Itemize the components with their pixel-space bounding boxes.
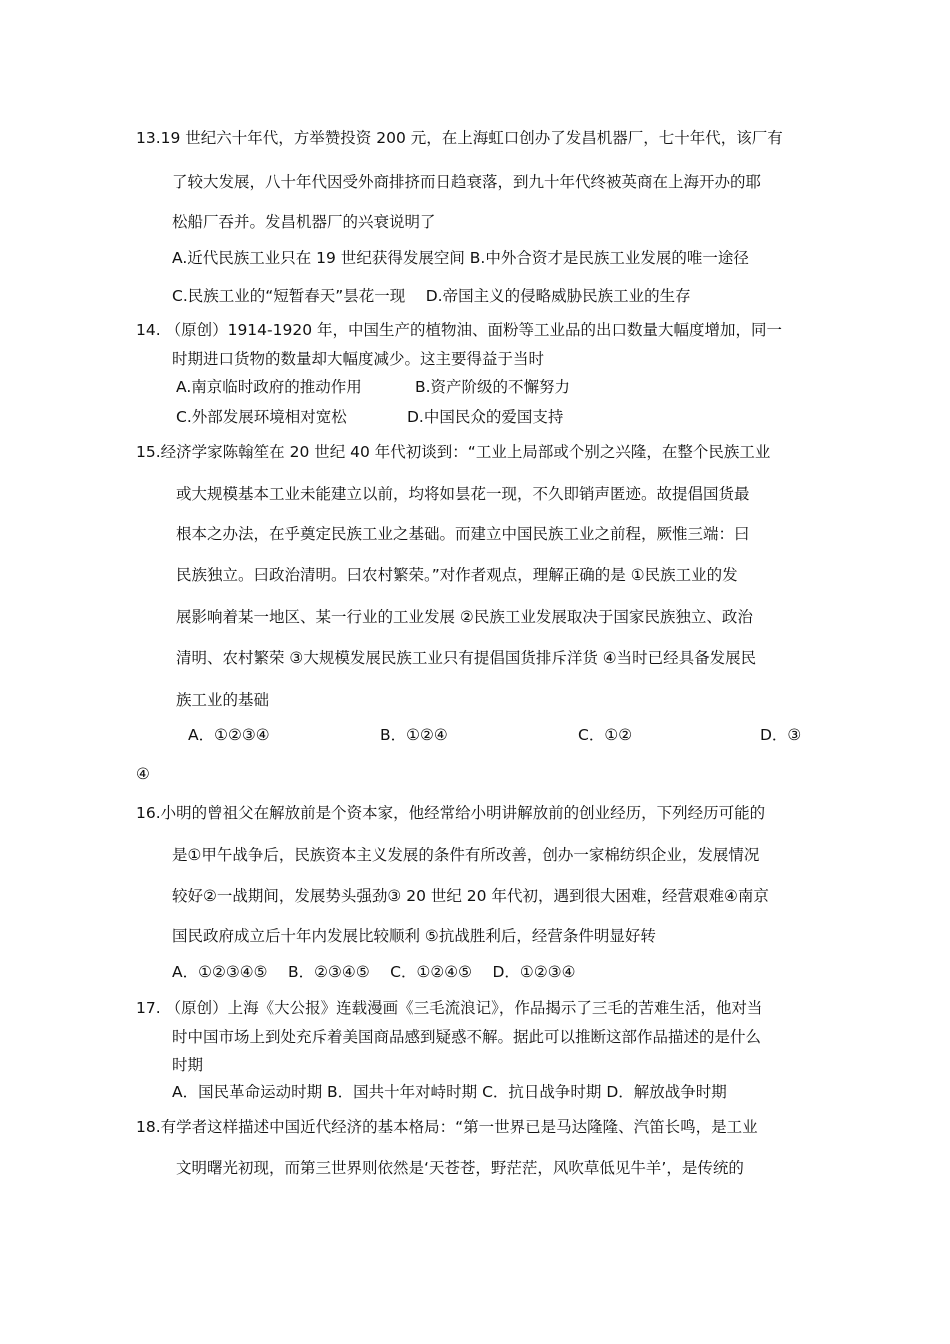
q16-line-2: 是①甲午战争后，民族资本主义发展的条件有所改善，创办一家棉纺织企业，发展情况 bbox=[172, 846, 760, 864]
q17-line-3: 时期 bbox=[172, 1056, 204, 1074]
q16-line-3: 较好②一战期间，发展势头强劲③ 20 世纪 20 年代初，遇到很大困难，经营艰难④南京 bbox=[172, 887, 769, 905]
q18-line-2: 文明曙光初现，而第三世界则依然是‘天苍苍，野茫茫，风吹草低见牛羊’，是传统的 bbox=[176, 1159, 744, 1177]
q16-line-1: 16.小明的曾祖父在解放前是个资本家，他经常给小明讲解放前的创业经历，下列经历可能的 bbox=[136, 804, 766, 822]
q14-option-d: D.中国民众的爱国支持 bbox=[407, 408, 564, 426]
q15-option-a: A．①②③④ bbox=[188, 726, 270, 744]
q13-line-3: 松船厂吞并。发昌机器厂的兴衰说明了 bbox=[172, 213, 436, 231]
q14-option-c: C.外部发展环境相对宽松 bbox=[176, 408, 347, 426]
q13-line-1: 13.19 世纪六十年代，方举赞投资 200 元，在上海虹口创办了发昌机器厂，七十年代，该厂有 bbox=[136, 129, 783, 147]
q17-line-2: 时中国市场上到处充斥着美国商品感到疑惑不解。据此可以推断这部作品描述的是什么 bbox=[172, 1028, 762, 1046]
q15-option-d: D．③ bbox=[760, 726, 802, 744]
q17-options-row: A．国民革命运动时期 B．国共十年对峙时期 C．抗日战争时期 D．解放战争时期 bbox=[172, 1083, 727, 1101]
q15-line-4: 民族独立。曰政治清明。曰农村繁荣。”对作者观点，理解正确的是 ①民族工业的发 bbox=[176, 566, 738, 584]
q13-options-row-2: C.民族工业的“短暂春天”昙花一现 D.帝国主义的侵略威胁民族工业的生存 bbox=[172, 287, 691, 305]
q14-option-a: A.南京临时政府的推动作用 bbox=[176, 378, 362, 396]
q15-line-3: 根本之办法，在乎奠定民族工业之基础。而建立中国民族工业之前程，厥惟三端：曰 bbox=[176, 525, 750, 543]
q15-line-6: 清明、农村繁荣 ③大规模发展民族工业只有提倡国货排斥洋货 ④当时已经具备发展民 bbox=[176, 649, 757, 667]
q14-line-1: 14. （原创）1914-1920 年，中国生产的植物油、面粉等工业品的出口数量大幅度增加，同一 bbox=[136, 321, 782, 339]
q16-options-row: A．①②③④⑤ B．②③④⑤ C．①②④⑤ D．①②③④ bbox=[172, 963, 576, 981]
q13-options-row-1: A.近代民族工业只在 19 世纪获得发展空间 B.中外合资才是民族工业发展的唯一途径 bbox=[172, 249, 749, 267]
q14-option-b: B.资产阶级的不懈努力 bbox=[415, 378, 571, 396]
q15-option-b: B．①②④ bbox=[380, 726, 448, 744]
q15-option-d-wrap: ④ bbox=[136, 765, 150, 783]
q13-line-2: 了较大发展，八十年代因受外商排挤而日趋衰落，到九十年代终被英商在上海开办的耶 bbox=[172, 173, 762, 191]
q17-line-1: 17. （原创）上海《大公报》连载漫画《三毛流浪记》，作品揭示了三毛的苦难生活，他对当 bbox=[136, 999, 763, 1017]
q15-line-5: 展影响着某一地区、某一行业的工业发展 ②民族工业发展取决于国家民族独立、政治 bbox=[176, 608, 753, 626]
q15-line-1: 15.经济学家陈翰笙在 20 世纪 40 年代初谈到：“工业上局部或个别之兴隆，在整个民族工业 bbox=[136, 443, 771, 461]
q18-line-1: 18.有学者这样描述中国近代经济的基本格局：“第一世界已是马达隆隆、汽笛长鸣，是工业 bbox=[136, 1118, 758, 1136]
q15-option-c: C．①② bbox=[578, 726, 633, 744]
q16-line-4: 国民政府成立后十年内发展比较顺利 ⑤抗战胜利后，经营条件明显好转 bbox=[172, 927, 656, 945]
q15-line-2: 或大规模基本工业未能建立以前，均将如昙花一现，不久即销声匿迹。故提倡国货最 bbox=[176, 485, 750, 503]
q15-line-7: 族工业的基础 bbox=[176, 691, 270, 709]
q14-line-2: 时期进口货物的数量却大幅度减少。这主要得益于当时 bbox=[172, 350, 545, 368]
